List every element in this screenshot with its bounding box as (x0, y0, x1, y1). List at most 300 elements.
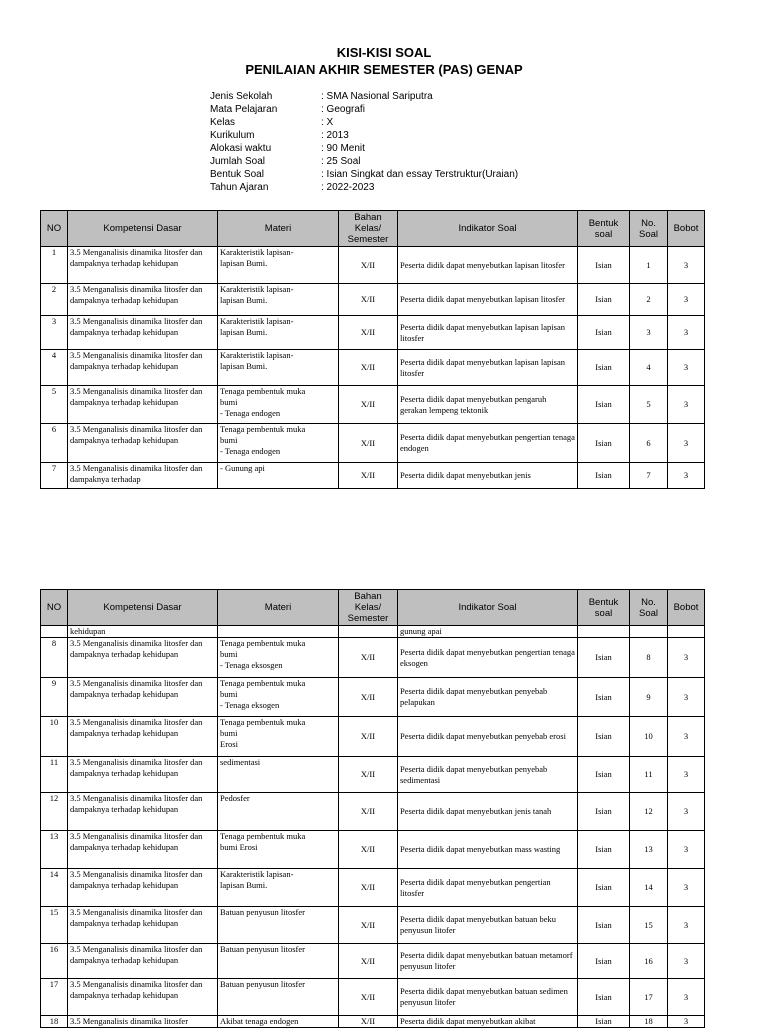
cell-no-soal (630, 350, 668, 386)
cell-bobot (668, 831, 705, 869)
cell-text: X/II (360, 327, 376, 337)
cell-kompetensi-dasar (68, 944, 218, 979)
cell-text: 3.5 Menganalisis dinamika litosfer dan dampaknya terhadap kehidupan (70, 350, 203, 371)
cell-bobot (668, 869, 705, 907)
cell-kompetensi-dasar (68, 247, 218, 284)
column-header-label: Bobot (673, 602, 699, 613)
info-value: : 25 Soal (321, 156, 361, 167)
cell-materi (218, 424, 339, 463)
cell-kompetensi-dasar (68, 757, 218, 793)
cell-no (41, 717, 68, 757)
cell-text: 12 (49, 793, 59, 803)
cell-text: Karakteristik lapisan- lapisan Bumi. (220, 247, 294, 268)
info-label: Jenis Sekolah (210, 91, 273, 102)
cell-text: 1 (646, 259, 651, 270)
kisi-table-page-2 (40, 589, 705, 1028)
cell-text: Peserta didik dapat menyebutkan jenis tanah (400, 806, 552, 816)
table-row (41, 463, 705, 489)
cell-indikator-soal (398, 638, 578, 678)
cell-bobot (668, 717, 705, 757)
cell-kompetensi-dasar (68, 284, 218, 316)
cell-indikator-soal (398, 717, 578, 757)
cell-text: 18 (49, 1016, 59, 1026)
cell-text: 9 (51, 678, 57, 688)
cell-no-soal (630, 1016, 668, 1028)
cell-text: Peserta didik dapat menyebutkan pengaruh gerakan lempeng tektonik (400, 393, 547, 415)
cell-bahan-kelas (339, 247, 398, 284)
column-header (41, 211, 68, 247)
cell-materi (218, 1016, 339, 1028)
cell-text: X/II (360, 652, 376, 662)
info-value: : Isian Singkat dan essay Terstruktur(Uraian) (321, 169, 519, 180)
cell-kompetensi-dasar (68, 793, 218, 831)
cell-bahan-kelas (339, 979, 398, 1016)
cell-text: Isian (595, 691, 612, 702)
cell-text: 3 (683, 955, 689, 966)
cell-bobot (668, 1016, 705, 1028)
cell-bentuk-soal (578, 350, 630, 386)
table-row (41, 316, 705, 350)
cell-text: Peserta didik dapat menyebutkan pengertian tenaga endogen (400, 432, 575, 453)
cell-indikator-soal (398, 247, 578, 284)
cell-text: 3 (683, 844, 689, 854)
cell-bentuk-soal (578, 793, 630, 831)
cell-bentuk-soal (578, 386, 630, 424)
table-row (41, 424, 705, 463)
cell-text: 3.5 Menganalisis dinamika litosfer dan dampaknya terhadap kehidupan (70, 386, 203, 407)
column-header-label: Indikator Soal (458, 223, 517, 234)
cell-materi (218, 869, 339, 907)
cell-text: 3 (683, 769, 689, 779)
cell-bentuk-soal (578, 869, 630, 907)
cell-text: Tenaga pembentuk muka bumi - Tenaga eksogen (220, 678, 306, 710)
column-header-label: Kompetensi Dasar (103, 223, 182, 234)
column-header (339, 590, 398, 626)
cell-text: X/II (360, 362, 376, 372)
column-header (630, 211, 668, 247)
column-header-label: Kompetensi Dasar (103, 602, 182, 613)
cell-text: Isian (595, 470, 612, 480)
cell-no-soal (630, 678, 668, 717)
cell-indikator-soal (398, 678, 578, 717)
info-value: : 2022-2023 (321, 182, 375, 193)
cell-no (41, 1016, 68, 1028)
cell-kompetensi-dasar (68, 386, 218, 424)
cell-text: 3.5 Menganalisis dinamika litosfer dan dampaknya terhadap kehidupan (70, 869, 203, 890)
cell-no-soal (630, 463, 668, 489)
title-line-2: PENILAIAN AKHIR SEMESTER (PAS) GENAP (245, 62, 523, 77)
cell-text: 8 (51, 638, 57, 648)
cell-bahan-kelas (339, 757, 398, 793)
cell-bobot (668, 424, 705, 463)
cell-text: X/II (360, 731, 376, 741)
info-label: Kurikulum (210, 130, 255, 141)
table-row (41, 831, 705, 869)
column-header (398, 590, 578, 626)
cell-kompetensi-dasar (68, 717, 218, 757)
cell-text: 3 (683, 919, 689, 930)
cell-materi (218, 350, 339, 386)
table-header-row (41, 590, 705, 626)
cell-materi (218, 831, 339, 869)
cell-text: Peserta didik dapat menyebutkan lapisan lapisan litosfer (400, 321, 565, 343)
cell-text: 3 (683, 259, 689, 270)
cell-no (41, 869, 68, 907)
cell-text: Isian (595, 294, 612, 304)
cell-materi (218, 907, 339, 944)
cell-bobot (668, 907, 705, 944)
column-header (339, 211, 398, 247)
column-header-label: No. Soal (638, 217, 658, 240)
school-info-block (210, 90, 518, 194)
cell-materi (218, 463, 339, 489)
cell-indikator-soal (398, 757, 578, 793)
table-row (41, 793, 705, 831)
info-label: Jumlah Soal (210, 156, 266, 167)
cell-text: 9 (646, 691, 651, 702)
column-header (668, 590, 705, 626)
cell-no-soal (630, 793, 668, 831)
cell-bentuk-soal (578, 907, 630, 944)
cell-materi (218, 638, 339, 678)
cell-text: Karakteristik lapisan- lapisan Bumi. (220, 869, 294, 890)
cell-text: 13 (644, 844, 653, 854)
cell-bobot (668, 316, 705, 350)
cell-no-soal (630, 247, 668, 284)
info-value: : 90 Menit (321, 143, 365, 154)
cell-bobot (668, 944, 705, 979)
cell-text: Peserta didik dapat menyebutkan batuan metamorf penyusun litofer (400, 950, 573, 971)
info-value: : X (321, 117, 334, 128)
cell-text: Peserta didik dapat menyebutkan batuan sedimen penyusun litofer (400, 986, 568, 1007)
cell-text: Peserta didik dapat menyebutkan pengertian litosfer (400, 876, 551, 898)
cell-bahan-kelas (339, 678, 398, 717)
cell-text: 7 (51, 463, 57, 473)
info-label: Alokasi waktu (210, 143, 272, 154)
table-row (41, 247, 705, 284)
cell-text: Tenaga pembentuk muka bumi - Tenaga endogen (220, 424, 306, 456)
cell-text: 16 (644, 955, 653, 966)
cell-text: 3.5 Menganalisis dinamika litosfer dan dampaknya terhadap kehidupan (70, 831, 203, 852)
cell-no-soal (630, 386, 668, 424)
cell-materi (218, 316, 339, 350)
cell-text: Peserta didik dapat menyebutkan jenis (400, 470, 531, 480)
cell-kompetensi-dasar (68, 626, 218, 638)
cell-bahan-kelas (339, 1016, 398, 1028)
cell-text: Tenaga pembentuk muka bumi - Tenaga eksosgen (220, 638, 306, 670)
cell-no (41, 316, 68, 350)
column-header-label: Indikator Soal (458, 602, 517, 613)
cell-indikator-soal (398, 793, 578, 831)
cell-text: 3 (683, 327, 689, 337)
cell-no (41, 757, 68, 793)
cell-text: Isian (595, 731, 612, 741)
cell-kompetensi-dasar (68, 638, 218, 678)
cell-text: 3 (683, 652, 689, 662)
cell-no (41, 793, 68, 831)
cell-kompetensi-dasar (68, 350, 218, 386)
cell-no-soal (630, 831, 668, 869)
cell-text: 3.5 Menganalisis dinamika litosfer dan dampaknya terhadap kehidupan (70, 638, 203, 659)
cell-kompetensi-dasar (68, 678, 218, 717)
cell-text: 3 (683, 691, 689, 702)
cell-text: Isian (595, 844, 612, 854)
cell-bahan-kelas (339, 831, 398, 869)
cell-text: 3 (683, 294, 689, 304)
title-line-1: KISI-KISI SOAL (336, 45, 432, 60)
cell-bahan-kelas (339, 424, 398, 463)
info-row (210, 103, 518, 116)
cell-materi (218, 626, 339, 638)
cell-text: X/II (360, 844, 376, 854)
table-row (41, 386, 705, 424)
kisi-table-page-1 (40, 210, 705, 489)
cell-bobot (668, 386, 705, 424)
cell-no-soal (630, 979, 668, 1016)
column-header-label: Materi (264, 602, 292, 613)
cell-text: Batuan penyusun litosfer (220, 944, 305, 954)
cell-no (41, 944, 68, 979)
cell-bobot (668, 793, 705, 831)
column-header-label: No. Soal (638, 596, 658, 619)
cell-text: Isian (595, 327, 612, 337)
column-header (218, 211, 339, 247)
cell-text: X/II (360, 769, 376, 779)
info-label: Bentuk Soal (210, 169, 264, 180)
cell-text: Isian (595, 259, 612, 270)
info-value: : SMA Nasional Sariputra (321, 91, 433, 102)
cell-bahan-kelas (339, 316, 398, 350)
cell-no-soal (630, 284, 668, 316)
table-row (41, 944, 705, 979)
cell-text: X/II (360, 294, 376, 304)
cell-text: 10 (644, 731, 653, 741)
column-header (630, 590, 668, 626)
cell-materi (218, 757, 339, 793)
table-row (41, 1016, 705, 1028)
cell-text: 3 (683, 399, 689, 409)
column-header (68, 211, 218, 247)
cell-text: 2 (51, 284, 57, 294)
info-row (210, 116, 518, 129)
cell-no (41, 463, 68, 489)
cell-bobot (668, 678, 705, 717)
cell-text: 18 (644, 1016, 653, 1026)
cell-text: 3 (683, 470, 689, 480)
cell-text: Isian (595, 652, 612, 662)
column-header (68, 590, 218, 626)
cell-text: 3 (646, 327, 651, 337)
cell-bobot (668, 350, 705, 386)
cell-indikator-soal (398, 626, 578, 638)
table-row (41, 979, 705, 1016)
cell-text: 14 (644, 882, 653, 892)
cell-text: Peserta didik dapat menyebutkan lapisan litosfer (400, 294, 565, 304)
cell-text: Peserta didik dapat menyebutkan lapisan lapisan litosfer (400, 356, 565, 378)
cell-text: Peserta didik dapat menyebutkan penyebab pelapukan (400, 686, 548, 707)
cell-kompetensi-dasar (68, 424, 218, 463)
cell-text: 6 (51, 424, 57, 434)
cell-text: X/II (360, 1016, 376, 1026)
cell-text: 7 (646, 470, 651, 480)
cell-text: 8 (646, 652, 651, 662)
cell-text: Pedosfer (220, 793, 250, 803)
cell-bentuk-soal (578, 247, 630, 284)
cell-materi (218, 247, 339, 284)
cell-text: Peserta didik dapat menyebutkan penyebab erosi (400, 731, 566, 741)
info-label: Mata Pelajaran (210, 104, 278, 115)
cell-bobot (668, 626, 705, 638)
cell-bentuk-soal (578, 757, 630, 793)
cell-text: 12 (644, 806, 653, 816)
cell-no (41, 638, 68, 678)
cell-bobot (668, 284, 705, 316)
cell-text: - Gunung api (220, 463, 265, 473)
cell-text: Karakteristik lapisan- lapisan Bumi. (220, 316, 294, 337)
cell-text: 16 (49, 944, 59, 954)
cell-text: 6 (646, 437, 651, 448)
cell-text: Isian (595, 806, 612, 816)
column-header-label: Bahan Kelas/ Semester (347, 591, 389, 624)
cell-no (41, 284, 68, 316)
cell-text: 3 (683, 806, 689, 816)
cell-text: Tenaga pembentuk muka bumi Erosi (220, 831, 306, 852)
cell-bahan-kelas (339, 350, 398, 386)
cell-kompetensi-dasar (68, 831, 218, 869)
cell-no (41, 424, 68, 463)
table-row (41, 907, 705, 944)
cell-text: 3.5 Menganalisis dinamika litosfer dan dampaknya terhadap kehidupan (70, 793, 203, 814)
cell-kompetensi-dasar (68, 1016, 218, 1028)
cell-bentuk-soal (578, 831, 630, 869)
info-value: : Geografi (321, 104, 365, 115)
cell-materi (218, 944, 339, 979)
cell-text: 4 (51, 350, 57, 360)
cell-text: 3.5 Menganalisis dinamika litosfer dan dampaknya terhadap kehidupan (70, 424, 203, 445)
cell-kompetensi-dasar (68, 869, 218, 907)
info-row (210, 142, 518, 155)
cell-bahan-kelas (339, 638, 398, 678)
info-value: : 2013 (321, 130, 349, 141)
info-row (210, 129, 518, 142)
cell-bentuk-soal (578, 944, 630, 979)
cell-text: 2 (646, 294, 651, 304)
cell-text: Tenaga pembentuk muka bumi - Tenaga endogen (220, 386, 306, 418)
cell-indikator-soal (398, 350, 578, 386)
cell-text: Karakteristik lapisan- lapisan Bumi. (220, 350, 294, 371)
cell-text: 17 (49, 979, 59, 989)
table-row (41, 638, 705, 678)
info-row (210, 168, 518, 181)
cell-no-soal (630, 626, 668, 638)
cell-bobot (668, 247, 705, 284)
cell-text: X/II (360, 470, 376, 480)
cell-indikator-soal (398, 831, 578, 869)
cell-text: 4 (646, 362, 651, 372)
cell-materi (218, 678, 339, 717)
cell-kompetensi-dasar (68, 463, 218, 489)
column-header-label: Bahan Kelas/ Semester (347, 212, 389, 245)
table-header-row (41, 211, 705, 247)
cell-text: 3.5 Menganalisis dinamika litosfer dan dampaknya terhadap kehidupan (70, 284, 203, 305)
cell-no-soal (630, 944, 668, 979)
cell-text: 3.5 Menganalisis dinamika litosfer dan dampaknya terhadap kehidupan (70, 944, 203, 965)
column-header-label: Bentuk soal (588, 217, 619, 240)
cell-indikator-soal (398, 1016, 578, 1028)
cell-bahan-kelas (339, 793, 398, 831)
column-header-label: Materi (264, 223, 292, 234)
column-header (41, 590, 68, 626)
cell-bentuk-soal (578, 316, 630, 350)
cell-text: 3.5 Menganalisis dinamika litosfer dan dampaknya terhadap kehidupan (70, 316, 203, 337)
cell-no (41, 831, 68, 869)
cell-text: 3 (683, 882, 689, 892)
cell-kompetensi-dasar (68, 907, 218, 944)
cell-bentuk-soal (578, 626, 630, 638)
cell-text: 3.5 Menganalisis dinamika litosfer dan dampaknya terhadap kehidupan (70, 757, 203, 778)
cell-text: Isian (595, 362, 612, 372)
cell-text: Peserta didik dapat menyebutkan batuan beku penyusun litofer (400, 914, 557, 935)
cell-text: kehidupan (70, 626, 106, 636)
cell-materi (218, 386, 339, 424)
cell-no (41, 247, 68, 284)
cell-text: 11 (644, 769, 653, 779)
cell-text: 17 (644, 991, 653, 1002)
cell-no (41, 386, 68, 424)
cell-text: Peserta didik dapat menyebutkan penyebab sedimentasi (400, 763, 548, 785)
cell-text: 15 (49, 907, 59, 917)
cell-text: 10 (49, 717, 59, 727)
info-label: Tahun Ajaran (210, 182, 269, 193)
cell-text: X/II (360, 399, 376, 409)
cell-no (41, 907, 68, 944)
cell-text: 3.5 Menganalisis dinamika litosfer dan dampaknya terhadap kehidupan (70, 979, 203, 1000)
cell-text: X/II (360, 437, 376, 448)
cell-bahan-kelas (339, 717, 398, 757)
cell-materi (218, 793, 339, 831)
cell-text: 3.5 Menganalisis dinamika litosfer dan dampaknya terhadap kehidupan (70, 678, 203, 699)
cell-bobot (668, 757, 705, 793)
column-header (578, 590, 630, 626)
cell-no (41, 626, 68, 638)
cell-bentuk-soal (578, 638, 630, 678)
cell-text: Isian (595, 919, 612, 930)
cell-no (41, 350, 68, 386)
cell-bentuk-soal (578, 463, 630, 489)
cell-no (41, 979, 68, 1016)
table-row (41, 350, 705, 386)
cell-text: Isian (595, 399, 612, 409)
cell-kompetensi-dasar (68, 316, 218, 350)
column-header (668, 211, 705, 247)
cell-text: sedimentasi (220, 757, 261, 767)
cell-bentuk-soal (578, 284, 630, 316)
cell-bahan-kelas (339, 907, 398, 944)
cell-no-soal (630, 424, 668, 463)
table-row (41, 678, 705, 717)
cell-text: Isian (595, 991, 612, 1002)
cell-no-soal (630, 869, 668, 907)
cell-bahan-kelas (339, 626, 398, 638)
cell-text: 3.5 Menganalisis dinamika litosfer dan dampaknya terhadap (70, 463, 203, 484)
cell-text: 3 (683, 362, 689, 372)
cell-text: 5 (51, 386, 57, 396)
cell-bahan-kelas (339, 944, 398, 979)
column-header-label: NO (46, 602, 62, 613)
cell-bobot (668, 638, 705, 678)
table-row (41, 717, 705, 757)
cell-text: 3 (683, 991, 689, 1002)
